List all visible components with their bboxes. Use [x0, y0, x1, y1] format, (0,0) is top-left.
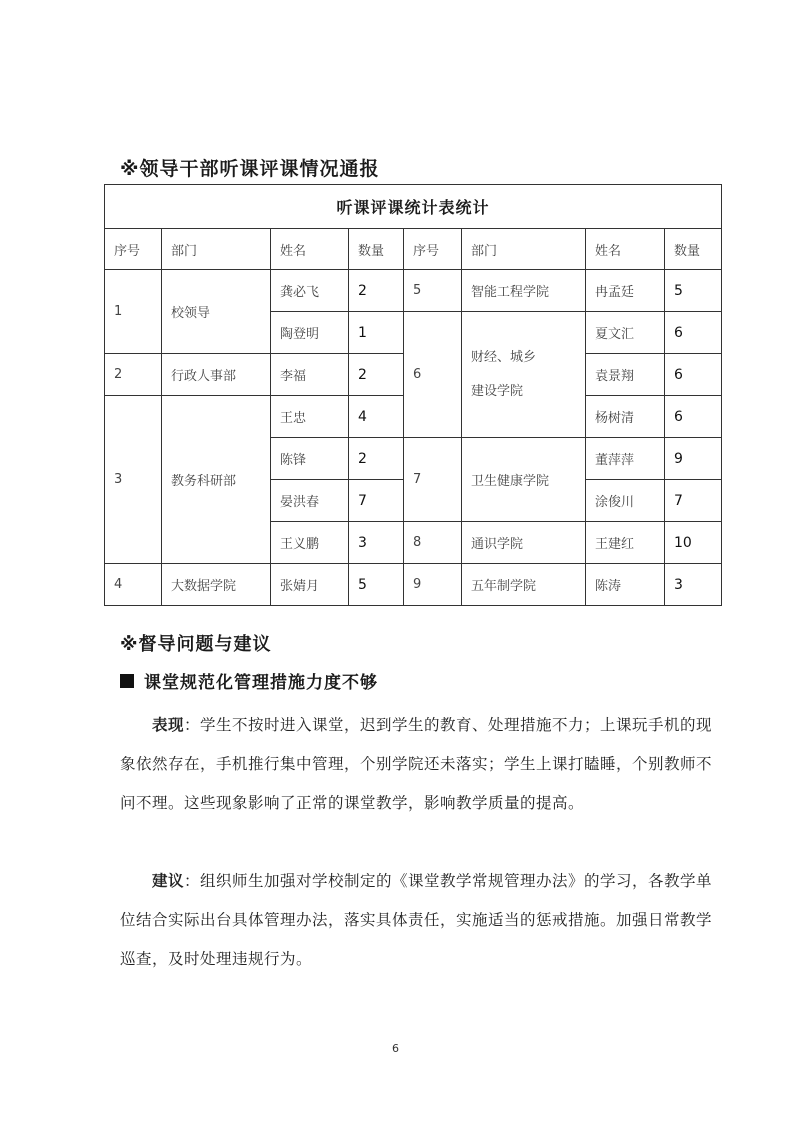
suggestion-label: 建议: [152, 872, 185, 890]
person-name: 李福: [271, 354, 349, 396]
table-row: [105, 564, 722, 606]
person-name: 张婧月: [271, 564, 349, 606]
performance-paragraph: [120, 706, 720, 823]
person-name: 董萍萍: [586, 438, 665, 480]
performance-label: 表现: [152, 716, 185, 734]
person-name: 涂俊川: [586, 480, 665, 522]
count: 7: [665, 480, 722, 522]
header-cell: 姓名: [271, 229, 349, 270]
row-number: 5: [404, 270, 462, 312]
row-number: 8: [404, 522, 462, 564]
department: 通识学院: [462, 522, 586, 564]
section-title-supervision: ※督导问题与建议: [120, 634, 272, 655]
table-title: 听课评课统计表统计: [105, 185, 722, 229]
subsection-title: [120, 668, 378, 693]
table-row: [105, 270, 722, 312]
row-number: 7: [404, 438, 462, 522]
department: 教务科研部: [162, 396, 271, 564]
row-number: 1: [105, 270, 162, 354]
count: 4: [349, 396, 404, 438]
department: 卫生健康学院: [462, 438, 586, 522]
count: 2: [349, 354, 404, 396]
person-name: 陈锋: [271, 438, 349, 480]
row-number: 3: [105, 396, 162, 564]
department: 五年制学院: [462, 564, 586, 606]
person-name: 夏文汇: [586, 312, 665, 354]
count: 5: [665, 270, 722, 312]
row-number: 6: [404, 312, 462, 438]
row-number: 9: [404, 564, 462, 606]
header-cell: 部门: [162, 229, 271, 270]
performance-text: ：学生不按时进入课堂，迟到学生的教育、处理措施不力；上课玩手机的现象依然存在，手机推行集中管理，个别学院还未落实；学生上课打瞌睡，个别教师不问不理。这些现象影响了正常的课堂教学，影响教学质量的提高。: [120, 716, 713, 812]
count: 9: [665, 438, 722, 480]
person-name: 王建红: [586, 522, 665, 564]
count: 2: [349, 270, 404, 312]
header-cell: 姓名: [586, 229, 665, 270]
person-name: 陈涛: [586, 564, 665, 606]
section-title-leader-observation: ※领导干部听课评课情况通报: [120, 158, 380, 180]
observation-stats-table: [104, 184, 722, 606]
count: 7: [349, 480, 404, 522]
header-cell: 部门: [462, 229, 586, 270]
suggestion-paragraph: [120, 862, 720, 979]
row-number: 2: [105, 354, 162, 396]
person-name: 晏洪春: [271, 480, 349, 522]
department: 校领导: [162, 270, 271, 354]
count: 6: [665, 312, 722, 354]
header-cell: 数量: [665, 229, 722, 270]
table-header-row: [105, 229, 722, 270]
page-number: 6: [392, 1042, 399, 1055]
department-line: 财经、城乡: [471, 349, 537, 365]
department: 智能工程学院: [462, 270, 586, 312]
header-cell: 序号: [404, 229, 462, 270]
person-name: 冉孟廷: [586, 270, 665, 312]
header-cell: 数量: [349, 229, 404, 270]
person-name: 王义鹏: [271, 522, 349, 564]
department: 大数据学院: [162, 564, 271, 606]
square-bullet-icon: [120, 674, 134, 688]
count: 6: [665, 354, 722, 396]
count: 1: [349, 312, 404, 354]
person-name: 龚必飞: [271, 270, 349, 312]
count: 6: [665, 396, 722, 438]
department: 行政人事部: [162, 354, 271, 396]
row-number: 4: [105, 564, 162, 606]
suggestion-text: ：组织师生加强对学校制定的《课堂教学常规管理办法》的学习，各教学单位结合实际出台具体管理办法，落实具体责任，实施适当的惩戒措施。加强日常教学巡查，及时处理违规行为。: [120, 872, 713, 968]
subsection-title-text: 课堂规范化管理措施力度不够: [144, 673, 378, 693]
header-cell: 序号: [105, 229, 162, 270]
count: 3: [349, 522, 404, 564]
count: 2: [349, 438, 404, 480]
count: 3: [665, 564, 722, 606]
department-line: 建设学院: [471, 383, 524, 399]
person-name: 王忠: [271, 396, 349, 438]
person-name: 杨树清: [586, 396, 665, 438]
person-name: 袁景翔: [586, 354, 665, 396]
department: [462, 312, 586, 438]
count: 10: [665, 522, 722, 564]
person-name: 陶登明: [271, 312, 349, 354]
count: 5: [349, 564, 404, 606]
